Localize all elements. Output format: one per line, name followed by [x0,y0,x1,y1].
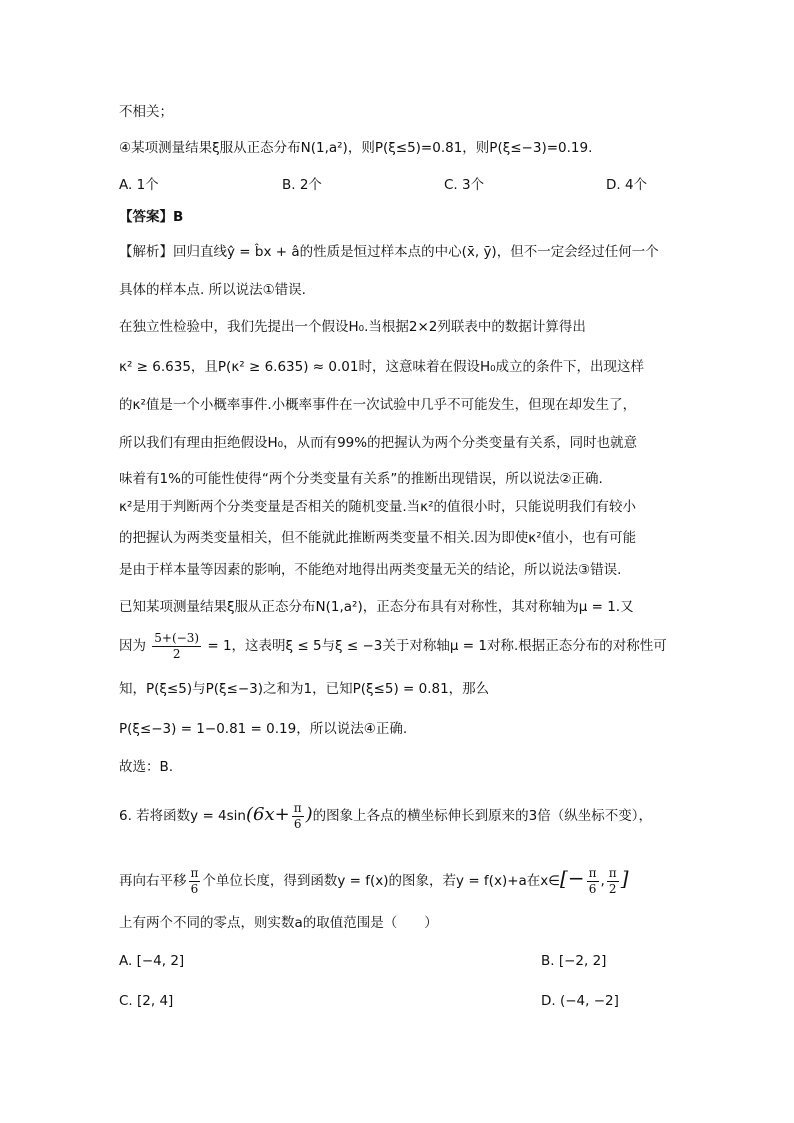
bracket: ) [305,804,313,825]
answer-label: 【答案】B [119,209,184,225]
text-span: 的图象上各点的横坐标伸长到原来的3倍（纵坐标不变）， [312,808,652,824]
text-line: 不相关； [119,104,173,120]
analysis-line: 故选：B. [119,759,174,775]
option-d: D. 4个 [606,177,648,193]
option-c: C. 3个 [444,177,485,193]
analysis-line [119,628,667,664]
fraction-denominator: 2 [608,881,617,896]
question-6-line-3: 上有两个不同的零点，则实数a的取值范围是（ ） [119,915,438,931]
fraction-denominator: 6 [588,881,597,896]
analysis-line: 在独立性检验中，我们先提出一个假设H₀.当根据2×2列联表中的数据计算得出 [119,319,586,335]
analysis-line: 已知某项测量结果ξ服从正态分布N(1,a²)，正态分布具有对称性，其对称轴为μ = 1.又 [119,599,634,615]
fraction-numerator: π [588,865,597,880]
fraction [189,866,201,897]
q6-option-b: B. [−2, 2] [541,953,607,969]
fraction-denominator: 6 [190,881,199,896]
analysis-line: 的把握认为两类变量相关，但不能就此推断两类变量不相关.因为即使κ²值小，也有可能 [119,530,637,546]
fraction-numerator: 5+(−3) [154,630,200,645]
text-span: 再向右平移 [119,873,187,889]
analysis-line: κ² ≥ 6.635，且P(κ² ≥ 6.635) ≈ 0.01时，这意味着在假设H₀成立的条件下，出现这样 [119,359,645,375]
text-span: 因为 [119,638,146,654]
analysis-line: 所以我们有理由拒绝假设H₀，从而有99%的把握认为两个分类变量有关系，同时也就意 [119,435,638,451]
text-span: 个单位长度，得到函数y = f(x)的图象，若y = f(x)+a在x∈ [202,873,561,889]
fraction [587,866,599,897]
fraction-denominator: 2 [172,646,181,661]
fraction-numerator: π [293,800,302,815]
text-span: 6. 若将函数y = 4sin [119,808,246,824]
fraction-numerator: π [608,865,617,880]
bracket: (6x+ [245,804,290,825]
q6-option-d: D. (−4, −2] [541,993,619,1009]
text-span: = 1，这表明ξ ≤ 5与ξ ≤ −3关于对称轴μ = 1对称.根据正态分布的对称性可 [207,638,667,654]
question-6-line-2 [119,858,629,901]
analysis-line: 【解析】回归直线ŷ = b̂x + â的性质是恒过样本点的中心(x̄, ȳ)，但不一定会经过任何一个 [119,244,659,260]
fraction [292,801,304,832]
question-6-line-1 [119,795,652,836]
analysis-line: 的κ²值是一个小概率事件.小概率事件在一次试验中几乎不可能发生，但现在却发生了， [119,397,637,413]
analysis-line: P(ξ≤−3) = 1−0.81 = 0.19，所以说法④正确. [119,721,408,737]
fraction [152,631,201,662]
analysis-line: 具体的样本点. 所以说法①错误. [119,282,306,298]
fraction-numerator: π [190,865,199,880]
analysis-line: 是由于样本量等因素的影响，不能绝对地得出两类变量无关的结论，所以说法③错误. [119,562,622,578]
option-b: B. 2个 [282,177,322,193]
bracket: [− [560,866,585,890]
statement-4: ④某项测量结果ξ服从正态分布N(1,a²)，则P(ξ≤5)=0.81，则P(ξ≤−3)=0.19. [119,140,593,156]
text-span: , [600,873,605,889]
option-a: A. 1个 [119,177,159,193]
q6-option-a: A. [−4, 2] [119,953,185,969]
analysis-line: κ²是用于判断两个分类变量是否相关的随机变量.当κ²的值很小时，只能说明我们有较小 [119,499,637,515]
bracket: ] [620,866,629,890]
analysis-line: 味着有1%的可能性使得“两个分类变量有关系”的推断出现错误，所以说法②正确. [119,471,603,487]
analysis-line: 知，P(ξ≤5)与P(ξ≤−3)之和为1，已知P(ξ≤5) = 0.81，那么 [119,681,490,697]
fraction-denominator: 6 [293,816,302,831]
fraction [607,866,619,897]
q6-option-c: C. [2, 4] [119,993,174,1009]
